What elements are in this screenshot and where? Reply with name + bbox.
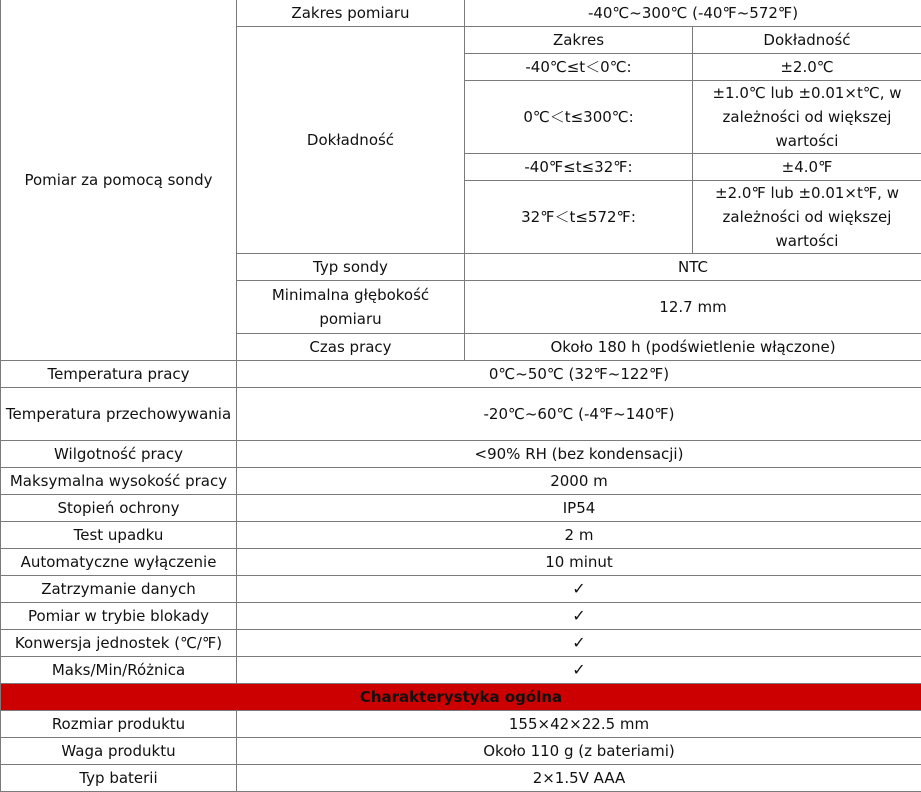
spec-label: Test upadku: [1, 522, 237, 549]
accuracy-value: ±2.0℉ lub ±0.01×t℉, w zależności od większej wartości: [693, 181, 921, 254]
spec-label: Pomiar w trybie blokady: [1, 603, 237, 630]
spec-value: -20℃~60℃ (-4℉~140℉): [237, 388, 921, 441]
accuracy-value: ±4.0℉: [693, 154, 921, 181]
spec-label: Temperatura przechowywania: [1, 388, 237, 441]
spec-value: 2000 m: [237, 468, 921, 495]
table-row: [1, 388, 921, 441]
table-row: [1, 603, 921, 630]
accuracy-header-accuracy: Dokładność: [693, 27, 921, 54]
table-row: [1, 576, 921, 603]
accuracy-range: 0℃＜t≤300℃:: [465, 81, 693, 154]
table-row: [1, 630, 921, 657]
spec-label: Automatyczne wyłączenie: [1, 549, 237, 576]
table-row: [1, 468, 921, 495]
accuracy-range: -40℉≤t≤32℉:: [465, 154, 693, 181]
table-row: [1, 0, 921, 27]
probe-type-value: NTC: [465, 254, 921, 281]
table-row: [1, 441, 921, 468]
spec-label: Typ baterii: [1, 765, 237, 792]
table-row: [1, 495, 921, 522]
table-row: [1, 549, 921, 576]
range-label: Zakres pomiaru: [237, 0, 465, 27]
spec-value: <90% RH (bez kondensacji): [237, 441, 921, 468]
spec-label: Wilgotność pracy: [1, 441, 237, 468]
table-row: [1, 738, 921, 765]
table-row: [1, 657, 921, 684]
accuracy-range: -40℃≤t＜0℃:: [465, 54, 693, 81]
section-title: Charakterystyka ogólna: [1, 684, 921, 711]
accuracy-value: ±1.0℃ lub ±0.01×t℃, w zależności od większej wartości: [693, 81, 921, 154]
accuracy-header-range: Zakres: [465, 27, 693, 54]
spec-value: Około 110 g (z bateriami): [237, 738, 921, 765]
spec-value: 10 minut: [237, 549, 921, 576]
spec-value: IP54: [237, 495, 921, 522]
spec-value: 155×42×22.5 mm: [237, 711, 921, 738]
spec-value: 2×1.5V AAA: [237, 765, 921, 792]
min-depth-label: Minimalna głębokość pomiaru: [237, 281, 465, 334]
spec-label: Konwersja jednostek (℃/℉): [1, 630, 237, 657]
check-icon: ✓: [237, 576, 921, 603]
accuracy-value: ±2.0℃: [693, 54, 921, 81]
accuracy-label: Dokładność: [237, 27, 465, 254]
table-row: [1, 361, 921, 388]
table-row: [1, 522, 921, 549]
accuracy-range: 32℉＜t≤572℉:: [465, 181, 693, 254]
check-icon: ✓: [237, 630, 921, 657]
spec-label: Stopień ochrony: [1, 495, 237, 522]
spec-label: Rozmiar produktu: [1, 711, 237, 738]
probe-type-label: Typ sondy: [237, 254, 465, 281]
min-depth-value: 12.7 mm: [465, 281, 921, 334]
section-header-row: [1, 684, 921, 711]
spec-value: 2 m: [237, 522, 921, 549]
spec-value: 0℃~50℃ (32℉~122℉): [237, 361, 921, 388]
range-value: -40℃~300℃ (-40℉~572℉): [465, 0, 921, 27]
probe-label: Pomiar za pomocą sondy: [1, 0, 237, 361]
spec-label: Waga produktu: [1, 738, 237, 765]
spec-label: Temperatura pracy: [1, 361, 237, 388]
work-time-label: Czas pracy: [237, 334, 465, 361]
spec-label: Maksymalna wysokość pracy: [1, 468, 237, 495]
spec-label: Maks/Min/Różnica: [1, 657, 237, 684]
work-time-value: Około 180 h (podświetlenie włączone): [465, 334, 921, 361]
check-icon: ✓: [237, 657, 921, 684]
check-icon: ✓: [237, 603, 921, 630]
spec-label: Zatrzymanie danych: [1, 576, 237, 603]
table-row: [1, 765, 921, 792]
table-row: [1, 711, 921, 738]
